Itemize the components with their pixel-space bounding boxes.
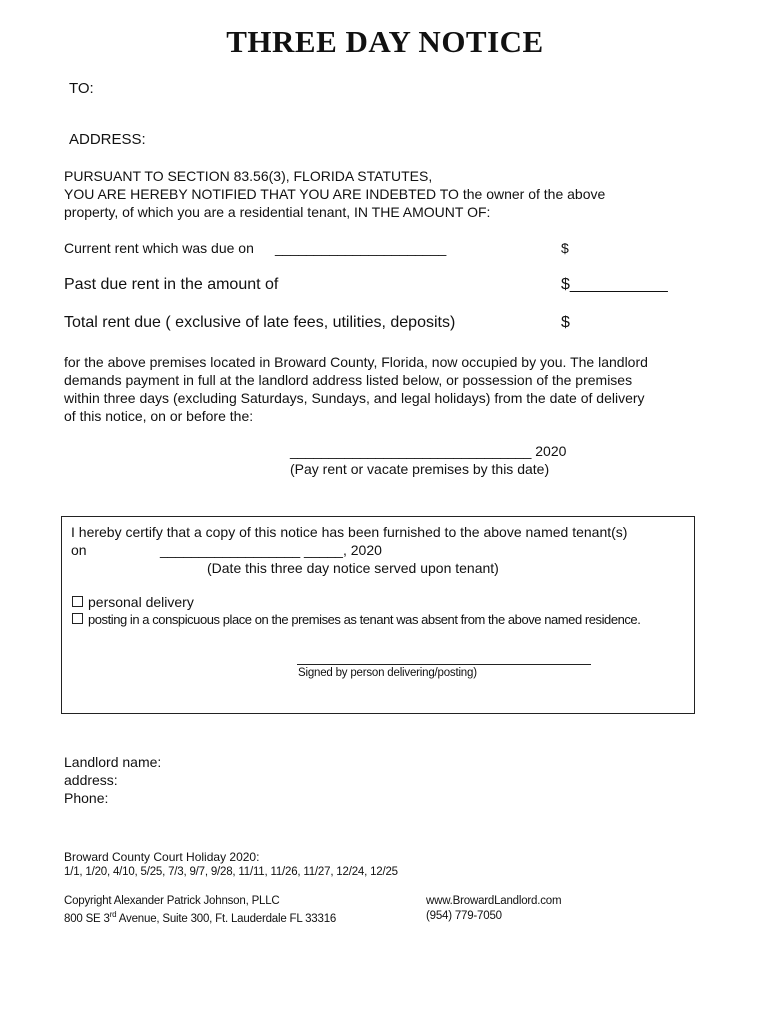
option-personal-delivery[interactable]	[72, 594, 194, 610]
footer-copyright: Copyright Alexander Patrick Johnson, PLLC	[64, 895, 280, 907]
certify-statement: I hereby certify that a copy of this notice has been furnished to the above named tenant(s)	[71, 524, 628, 540]
premises-line-4: of this notice, on or before the:	[64, 408, 254, 424]
current-rent-label: Current rent which was due on	[64, 240, 254, 256]
option-posting[interactable]	[72, 612, 640, 627]
holiday-heading: Broward County Court Holiday 2020:	[64, 850, 260, 864]
service-date-note: (Date this three day notice served upon tenant)	[207, 560, 499, 576]
certify-on-label: on	[71, 542, 87, 558]
current-rent-date-blank: ______________________	[275, 240, 447, 256]
landlord-address-label: address:	[64, 772, 118, 788]
total-due-label: Total rent due ( exclusive of late fees, utilities, deposits)	[64, 314, 456, 331]
landlord-phone-label: Phone:	[64, 790, 109, 806]
footer-website-link[interactable]: www.BrowardLandlord.com	[426, 895, 562, 907]
footer-address	[64, 910, 336, 925]
premises-paragraph	[64, 353, 648, 425]
footer-address-ordinal: rd	[109, 910, 117, 919]
option-personal-delivery-label: personal delivery	[88, 594, 194, 610]
landlord-name-label: Landlord name:	[64, 754, 162, 770]
signature-line	[297, 664, 591, 665]
holiday-dates: 1/1, 1/20, 4/10, 5/25, 7/3, 9/7, 9/28, 11/11, 11/26, 11/27, 12/24, 12/25	[64, 866, 398, 878]
statute-intro	[64, 167, 605, 221]
option-posting-label: posting in a conspicuous place on the premises as tenant was absent from the above named residence.	[88, 612, 641, 627]
deadline-date-line: _______________________________ 2020	[290, 443, 567, 459]
deadline-note: (Pay rent or vacate premises by this date)	[290, 461, 550, 477]
current-rent-dollar: $	[561, 240, 569, 256]
premises-line-2: demands payment in full at the landlord address listed below, or possession of the premises	[64, 372, 633, 388]
landlord-block	[64, 753, 161, 807]
past-due-label: Past due rent in the amount of	[64, 276, 279, 293]
service-date-line: __________________ _____, 2020	[160, 542, 382, 558]
address-label: ADDRESS:	[69, 131, 146, 148]
total-due-dollar: $	[561, 314, 570, 331]
intro-line-1: PURSUANT TO SECTION 83.56(3), FLORIDA STATUTES,	[64, 168, 433, 184]
premises-line-1: for the above premises located in Broward County, Florida, now occupied by you. The landlord	[64, 354, 648, 370]
intro-line-3: property, of which you are a residential tenant, IN THE AMOUNT OF:	[64, 204, 491, 220]
footer-address-end: Avenue, Suite 300, Ft. Lauderdale FL 33316	[116, 912, 337, 925]
footer-address-start: 800 SE 3	[64, 912, 110, 925]
checkbox-posting[interactable]	[72, 613, 83, 624]
past-due-amount-blank: $___________	[561, 276, 668, 293]
premises-line-3: within three days (excluding Saturdays, Sundays, and legal holidays) from the date of delivery	[64, 390, 645, 406]
signature-label: Signed by person delivering/posting)	[298, 667, 477, 679]
to-label: TO:	[69, 80, 94, 97]
checkbox-personal-delivery[interactable]	[72, 596, 83, 607]
footer-phone: (954) 779-7050	[426, 910, 502, 922]
intro-line-2: YOU ARE HEREBY NOTIFIED THAT YOU ARE INDEBTED TO the owner of the above	[64, 186, 606, 202]
page-title: THREE DAY NOTICE	[226, 24, 544, 59]
